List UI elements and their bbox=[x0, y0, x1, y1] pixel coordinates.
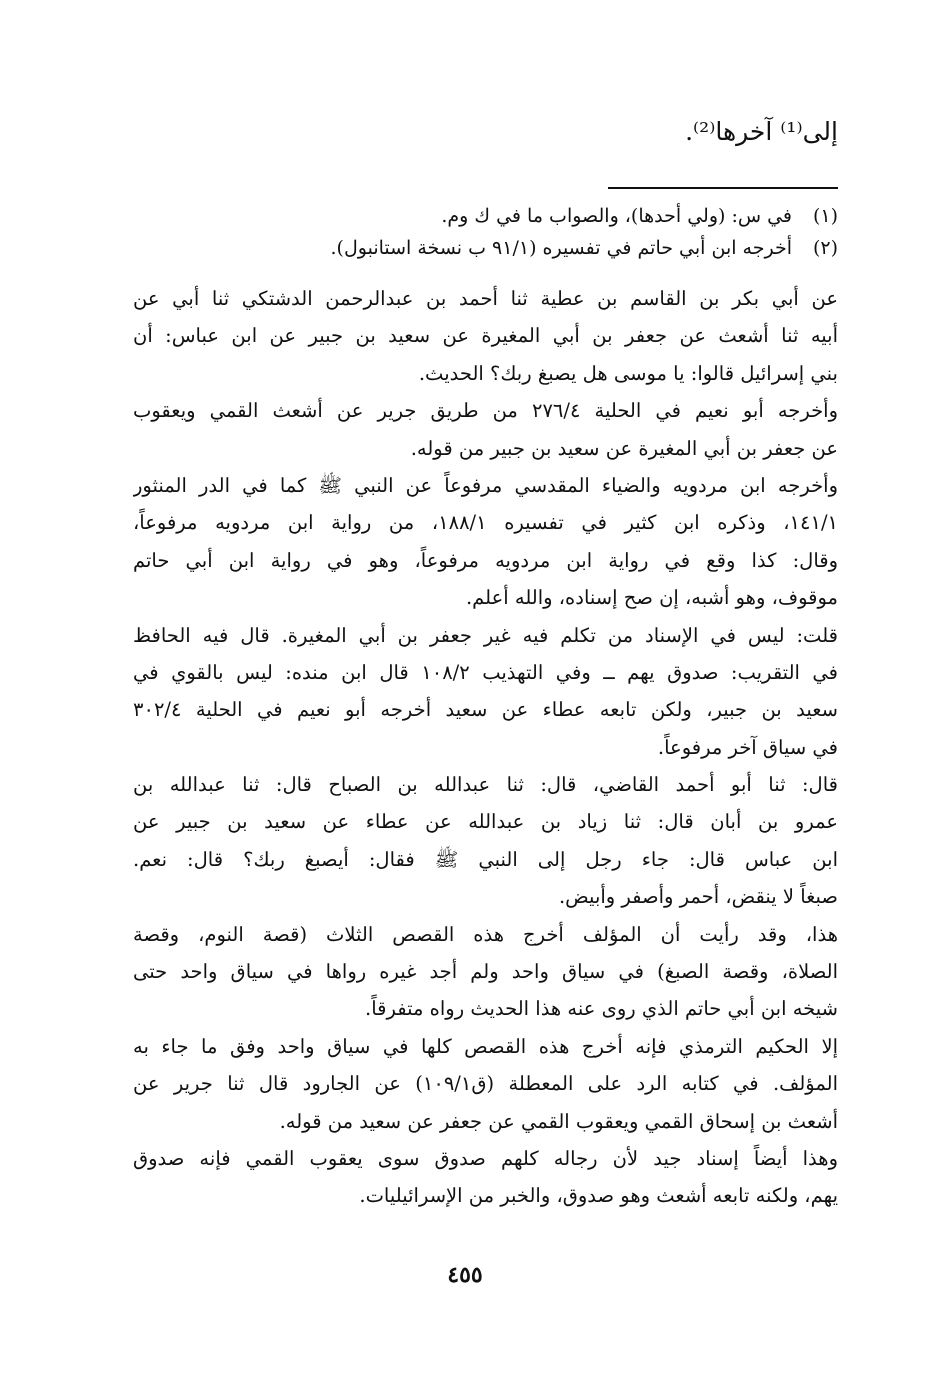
body-line: الصلاة، وقصة الصبغ) في سياق واحد ولم أجد غيره رواها في سياق واحد حتى bbox=[133, 960, 838, 984]
footnote-text: في س: (ولي أحدها)، والصواب ما في ك وم. bbox=[441, 205, 792, 227]
body-line: وهذا أيضاً إسناد جيد لأن رجاله كلهم صدوق سوى يعقوب القمي فإنه صدوق bbox=[133, 1146, 838, 1170]
body-line: ابن عباس قال: جاء رجل إلى النبي ﷺ فقال: أيصبغ ربك؟ قال: نعم. bbox=[133, 847, 838, 871]
body-line: ١٤١/١، وذكره ابن كثير في تفسيره ١٨٨/١، من رواية ابن مردويه مرفوعاً، bbox=[133, 511, 838, 535]
body-line: في سياق آخر مرفوعاً. bbox=[657, 735, 838, 759]
body-line: صبغاً لا ينقض، أحمر وأصفر وأبيض. bbox=[558, 885, 838, 909]
body-line: وأخرجه ابن مردويه والضياء المقدسي مرفوعاً عن النبي ﷺ كما في الدر المنثور bbox=[133, 473, 838, 497]
footnote-1 bbox=[90, 200, 838, 232]
body-line: أبيه ثنا أشعث عن جعفر بن أبي المغيرة عن سعيد بن جبير عن ابن عباس: أن bbox=[133, 324, 838, 348]
body-line: بني إسرائيل قالوا: يا موسى هل يصبغ ربك؟ الحديث. bbox=[418, 361, 838, 385]
body-line: يهم، ولكنه تابعه أشعث وهو صدوق، والخبر من الإسرائيليات. bbox=[359, 1184, 838, 1208]
body-line: في التقريب: صدوق يهم ــ وفي التهذيب ١٠٨/٢ قال ابن منده: ليس بالقوي في bbox=[133, 660, 838, 684]
body-line: شيخه ابن أبي حاتم الذي روى عنه هذا الحديث رواه متفرقاً. bbox=[365, 997, 838, 1021]
body-line: هذا، وقد رأيت أن المؤلف أخرج هذه القصص الثلاث (قصة النوم، وقصة bbox=[133, 922, 838, 946]
body-line: سعيد بن جبير، ولكن تابعه عطاء عن سعيد أخرجه أبو نعيم في الحلية ٣٠٢/٤ bbox=[133, 698, 838, 722]
page-number: ٤٥٥ bbox=[447, 1262, 483, 1288]
main-text: إلى⁽¹⁾ آخرها⁽²⁾. bbox=[685, 117, 838, 146]
body-line: إلا الحكيم الترمذي فإنه أخرج هذه القصص كلها في سياق واحد وفق ما جاء به bbox=[133, 1034, 838, 1058]
body-line: أشعث بن إسحاق القمي ويعقوب القمي عن جعفر عن سعيد من قوله. bbox=[279, 1109, 838, 1133]
body-line: قلت: ليس في الإسناد من تكلم فيه غير جعفر بن أبي المغيرة. قال فيه الحافظ bbox=[133, 623, 838, 647]
body-line: عن أبي بكر بن القاسم بن عطية ثنا أحمد بن عبدالرحمن الدشتكي ثنا أبي عن bbox=[133, 287, 838, 310]
body-line: عمرو بن أبان قال: ثنا زياد بن عبدالله عن عطاء عن سعيد بن جبير عن bbox=[133, 810, 838, 834]
footnote-number: (٢) bbox=[812, 237, 838, 259]
body-line: وأخرجه أبو نعيم في الحلية ٢٧٦/٤ من طريق جرير عن أشعث القمي ويعقوب bbox=[133, 399, 838, 423]
body-line: المؤلف. في كتابه الرد على المعطلة (ق١٠٩/١) عن الجارود قال ثنا جرير عن bbox=[133, 1072, 838, 1096]
body-line: عن جعفر بن أبي المغيرة عن سعيد بن جبير من قوله. bbox=[410, 436, 838, 460]
body-line: وقال: كذا وقع في رواية ابن مردويه مرفوعاً، وهو في رواية ابن أبي حاتم bbox=[133, 548, 838, 572]
body-line: قال: ثنا أبو أحمد القاضي، قال: ثنا عبدالله بن الصباح قال: ثنا عبدالله بن bbox=[133, 773, 838, 797]
footnote-2-body bbox=[133, 280, 838, 1215]
body-line: موقوف، وهو أشبه، إن صح إسناده، والله أعلم. bbox=[465, 586, 838, 610]
footnote-number: (١) bbox=[812, 205, 838, 227]
footnote-separator bbox=[608, 187, 838, 189]
footnote-2 bbox=[90, 232, 838, 264]
footnote-list bbox=[90, 200, 838, 264]
footnote-text: أخرجه ابن أبي حاتم في تفسيره (٩١/١ ب نسخة استانبول). bbox=[330, 237, 792, 259]
